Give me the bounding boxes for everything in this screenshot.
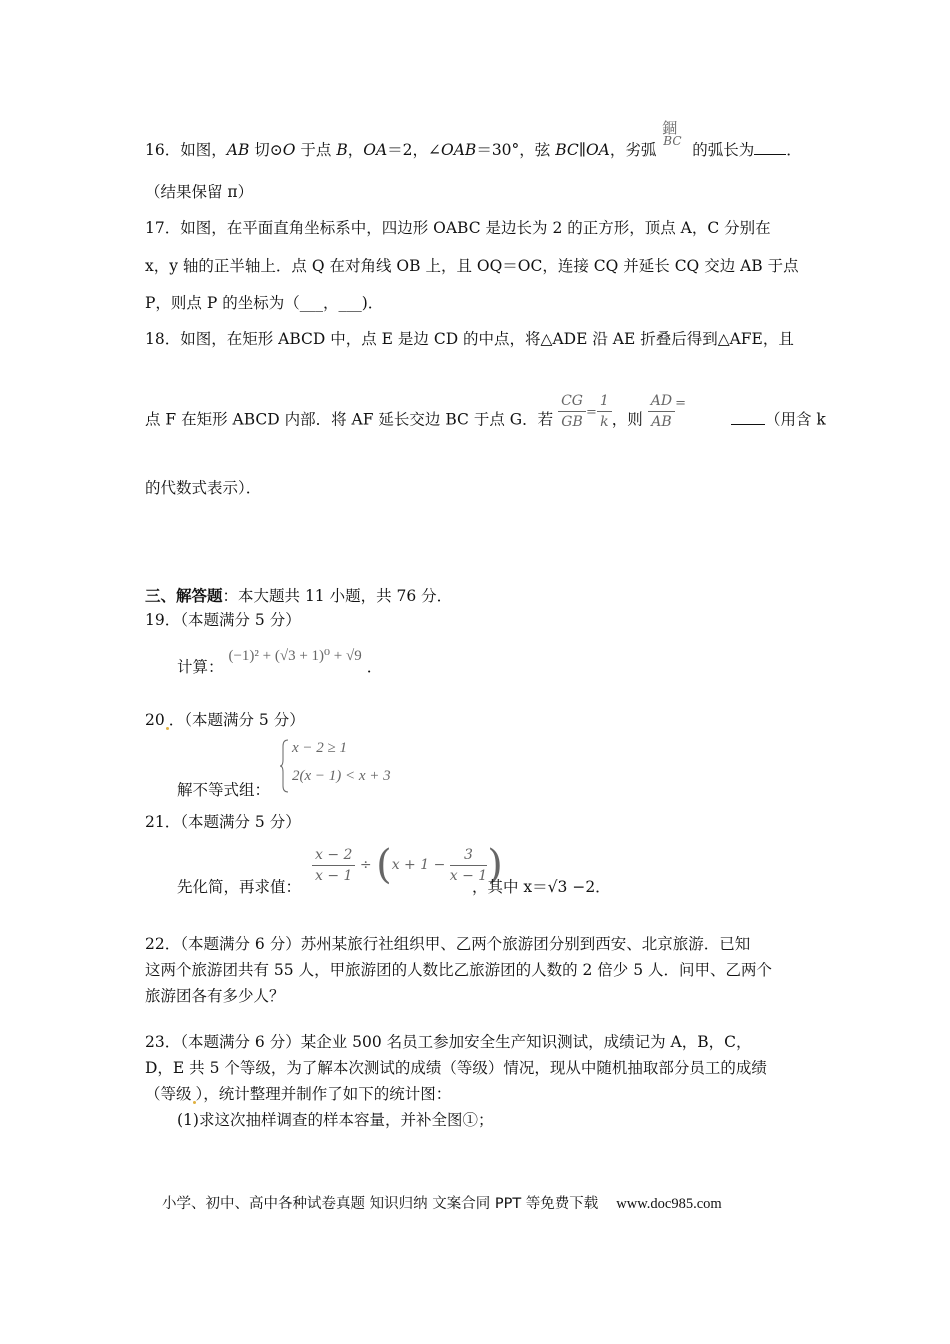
q19-expression: (−1)² + (√3 + 1)⁰ + √9 bbox=[228, 648, 362, 664]
q18-fraction-1-k bbox=[597, 391, 612, 432]
q18-line2 bbox=[145, 393, 826, 441]
q19-label: 计算： bbox=[177, 658, 224, 676]
q18-text: 点 F 在矩形 ABCD 内部．将 AF 延长交边 BC 于点 G．若 bbox=[145, 410, 554, 429]
footer-text: 小学、初中、高中各种试卷真题 知识归纳 文案合同 PPT 等免费下载 bbox=[162, 1196, 599, 1212]
q16-line1 bbox=[145, 119, 802, 160]
q16-BC: BC bbox=[555, 141, 579, 159]
q20-label: 解不等式组： bbox=[177, 781, 271, 799]
q20-inequality-2: 2(x − 1) < x + 3 bbox=[292, 768, 391, 784]
q18-answer-blank[interactable] bbox=[731, 424, 765, 425]
q21-divide-sign: ÷ bbox=[359, 857, 372, 873]
q16-number: 16． bbox=[145, 141, 181, 159]
q16-arc-label: BC bbox=[663, 134, 682, 148]
q18-numerator: CG bbox=[558, 391, 586, 412]
q16-OAB: OAB bbox=[441, 141, 477, 159]
q20-number: 20 bbox=[145, 711, 165, 729]
q21-body bbox=[177, 875, 301, 897]
q21-header: 21．（本题满分 5 分） bbox=[145, 813, 301, 831]
q16-text: ＝30°，弦 bbox=[476, 141, 556, 159]
q16-text: 切⊙ bbox=[249, 141, 283, 159]
q18-denominator: k bbox=[600, 414, 609, 430]
q21-fraction-1 bbox=[312, 845, 355, 886]
q20-inequality-1: x − 2 ≥ 1 bbox=[292, 740, 348, 756]
q18-equals: = bbox=[675, 395, 686, 411]
q23-line1: 23．（本题满分 6 分）某企业 500 名员工参加安全生产知识测试，成绩记为 A，B，C， bbox=[145, 1033, 752, 1051]
q21-paren-content: x + 1 − bbox=[391, 857, 446, 873]
q22-line3: 旅游团各有多少人？ bbox=[145, 987, 285, 1005]
q16-text: 的弧长为 bbox=[687, 141, 755, 159]
footer-link[interactable]: www.doc985.com bbox=[616, 1196, 722, 1212]
q23-line2: D，E 共 5 个等级，为了解本次测试的成绩（等级）情况，现从中随机抽取部分员工的成绩 bbox=[145, 1059, 767, 1077]
q21-label: 先化简，再求值： bbox=[177, 878, 302, 896]
q16-B: B bbox=[336, 141, 348, 159]
q21-denominator: x − 1 bbox=[449, 867, 488, 884]
page-footer bbox=[162, 1192, 722, 1213]
q23-line4: (1)求这次抽样调查的样本容量，并补全图①； bbox=[177, 1111, 494, 1129]
q20-header bbox=[145, 708, 305, 730]
brace-icon bbox=[280, 738, 290, 794]
q21-numerator: 3 bbox=[450, 845, 487, 866]
q16-OA: OA bbox=[585, 141, 610, 159]
q16-text: 如图， bbox=[180, 141, 227, 159]
q22-line2: 这两个旅游团共有 55 人，甲旅游团的人数比乙旅游团的人数的 2 倍少 5 人．问甲、乙两个 bbox=[145, 961, 773, 979]
q16-note: （结果保留 π） bbox=[145, 183, 254, 201]
q19-header: 19．（本题满分 5 分） bbox=[145, 611, 301, 629]
q16-OA: OA bbox=[363, 141, 388, 159]
q18-denominator: AB bbox=[651, 414, 672, 430]
q18-line1: 18．如图，在矩形 ABCD 中，点 E 是边 CD 的中点，将△ADE 沿 AE 折叠后得到△AFE，且 bbox=[145, 330, 794, 348]
q21-denominator: x − 1 bbox=[315, 867, 353, 884]
q16-text: ，劣弧 bbox=[609, 141, 662, 159]
q16-text: ＝2，∠ bbox=[387, 141, 442, 159]
q21-tail: ，其中 x＝√3 −2． bbox=[472, 878, 611, 896]
section3-title: 三、解答题 bbox=[145, 586, 223, 605]
q16-text: ∥ bbox=[578, 141, 586, 159]
q18-text: ，则 bbox=[611, 410, 643, 429]
q23-text: ），统计整理并制作了如下的统计图： bbox=[195, 1085, 452, 1103]
q17-line2: x，y 轴的正半轴上．点 Q 在对角线 OB 上，且 OQ＝OC，连接 CQ 并延长 CQ 交边 AB 于点 bbox=[145, 257, 799, 275]
q16-text: 于点 bbox=[295, 141, 337, 159]
q17-line3: P，则点 P 的坐标为（___，___)． bbox=[145, 294, 384, 312]
q18-equals: = bbox=[585, 404, 597, 420]
q16-answer-blank[interactable] bbox=[754, 154, 786, 155]
section3-description: ：本大题共 11 小题，共 76 分． bbox=[222, 587, 453, 605]
q20-header-text: ．（本题满分 5 分） bbox=[168, 711, 305, 729]
q23-line3 bbox=[145, 1082, 451, 1104]
q17-line1: 17．如图，在平面直角坐标系中，四边形 OABC 是边长为 2 的正方形，顶点 A，C 分别在 bbox=[145, 219, 771, 237]
q18-denominator: GB bbox=[561, 414, 583, 430]
q21-numerator: x − 2 bbox=[312, 845, 355, 866]
q22-line1: 22．（本题满分 6 分）苏州某旅行社组织甲、乙两个旅游团分别到西安、北京旅游．已知 bbox=[145, 935, 751, 953]
q16-text: ． bbox=[786, 141, 802, 159]
q18-fraction-cg-gb bbox=[558, 391, 586, 432]
q16-O: O bbox=[282, 141, 296, 159]
q18-line3: 的代数式表示）． bbox=[145, 479, 262, 497]
q16-text: ， bbox=[347, 141, 364, 159]
section3-heading bbox=[145, 584, 452, 606]
q18-fraction-ad-ab bbox=[648, 391, 675, 432]
q20-body bbox=[177, 778, 270, 800]
q18-text: （用含 k bbox=[764, 410, 826, 429]
q19-end: ． bbox=[366, 658, 383, 676]
q18-numerator: AD bbox=[648, 391, 675, 412]
q16-arc-glyph: 錮 bbox=[662, 119, 678, 137]
q16-arc-symbol bbox=[661, 119, 687, 155]
q21-left-paren: ( bbox=[376, 842, 392, 888]
q18-numerator: 1 bbox=[597, 391, 612, 412]
q23-text: （等级 bbox=[145, 1085, 192, 1103]
q16-AB: AB bbox=[226, 141, 250, 159]
q21-right-paren: ) bbox=[487, 842, 503, 888]
q19-body bbox=[177, 648, 383, 677]
